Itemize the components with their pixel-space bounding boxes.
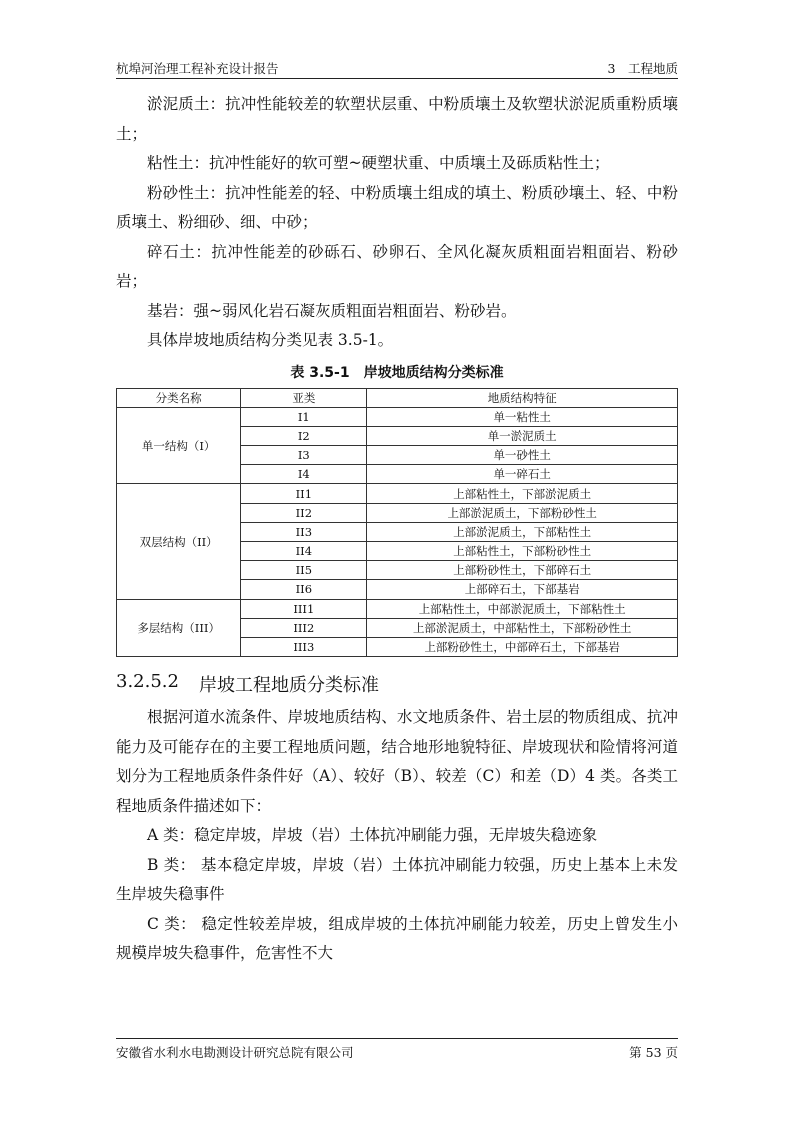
footer-rule xyxy=(116,1038,678,1039)
section-number: 3.2.5.2 xyxy=(116,671,179,693)
structure-classification-table xyxy=(116,388,678,658)
table-row xyxy=(117,407,678,426)
subclass-cell: II6 xyxy=(241,580,367,599)
subclass-cell: II1 xyxy=(241,484,367,503)
subclass-cell: III1 xyxy=(241,599,367,618)
subclass-cell: I2 xyxy=(241,426,367,445)
feature-cell: 单一粘性土 xyxy=(367,407,678,426)
subclass-cell: II3 xyxy=(241,522,367,541)
table-title: 表 3.5-1 岸坡地质结构分类标准 xyxy=(290,364,504,381)
feature-cell: 上部粘性土，下部粉砂性土 xyxy=(367,542,678,561)
feature-cell: 上部粘性土，中部淤泥质土，下部粘性土 xyxy=(367,599,678,618)
feature-cell: 上部粘性土，下部淤泥质土 xyxy=(367,484,678,503)
feature-cell: 单一砂性土 xyxy=(367,446,678,465)
subclass-cell: II2 xyxy=(241,503,367,522)
subclass-cell: III2 xyxy=(241,618,367,637)
subclass-cell: II4 xyxy=(241,542,367,561)
paragraph: A 类：稳定岸坡，岸坡（岩）土体抗冲刷能力强，无岸坡失稳迹象 xyxy=(147,826,598,845)
feature-cell: 单一碎石土 xyxy=(367,465,678,484)
paragraph: 粘性土：抗冲性能好的软可塑~硬塑状重、中质壤土及砾质粘性土； xyxy=(147,154,610,172)
page-body xyxy=(116,90,678,969)
table-header-row xyxy=(117,388,678,407)
header-report-title: 杭埠河治理工程补充设计报告 xyxy=(116,61,279,76)
feature-cell: 上部淤泥质土，下部粉砂性土 xyxy=(367,503,678,522)
header-rule xyxy=(116,78,678,79)
group-name-cell: 多层结构（III） xyxy=(117,599,241,657)
group-name-cell: 双层结构（II） xyxy=(117,484,241,599)
footer-company: 安徽省水利水电勘测设计研究总院有限公司 xyxy=(116,1045,354,1060)
paragraph: 根据河道水流条件、岸坡地质结构、水文地质条件、岩土层的物质组成、抗冲能力及可能存在的主要工程地质问题，结合地形地貌特征、岸坡现状和险情将河道划分为工程地质条件条件好（A）、较好（B）、较差（C）和差（D）4 类。各类工程地质条件描述如下： xyxy=(116,708,678,815)
feature-cell: 上部粉砂性土，下部碎石土 xyxy=(367,561,678,580)
section-heading xyxy=(116,671,678,697)
paragraph: 粉砂性土：抗冲性能差的轻、中粉质壤土组成的填土、粉质砂壤土、轻、中粉质壤土、粉细砂、细、中砂； xyxy=(116,183,678,231)
page-header xyxy=(116,55,678,77)
subclass-cell: I4 xyxy=(241,465,367,484)
subclass-cell: II5 xyxy=(241,561,367,580)
feature-cell: 单一淤泥质土 xyxy=(367,426,678,445)
bottom-paragraphs xyxy=(116,703,678,969)
column-header-subclass: 亚类 xyxy=(241,388,367,407)
subclass-cell: III3 xyxy=(241,637,367,656)
group-name-cell: 单一结构（I） xyxy=(117,407,241,484)
column-header-feature: 地质结构特征 xyxy=(367,388,678,407)
header-chapter: 3 工程地质 xyxy=(607,61,678,76)
feature-cell: 上部淤泥质土，中部粘性土，下部粉砂性土 xyxy=(367,618,678,637)
table-row xyxy=(117,484,678,503)
paragraph: 具体岸坡地质结构分类见表 3.5-1。 xyxy=(147,331,394,349)
table-row xyxy=(117,599,678,618)
paragraph: 碎石土：抗冲性能差的砂砾石、砂卵石、全风化凝灰质粗面岩粗面岩、粉砂岩； xyxy=(116,242,678,290)
feature-cell: 上部粉砂性土，中部碎石土，下部基岩 xyxy=(367,637,678,656)
top-paragraphs xyxy=(116,90,678,356)
paragraph: 淤泥质土：抗冲性能较差的软塑状层重、中粉质壤土及软塑状淤泥质重粉质壤土； xyxy=(116,95,678,143)
subclass-cell: I3 xyxy=(241,446,367,465)
page-footer xyxy=(116,1043,678,1061)
feature-cell: 上部淤泥质土，下部粘性土 xyxy=(367,522,678,541)
paragraph: 基岩：强~弱风化岩石凝灰质粗面岩粗面岩、粉砂岩。 xyxy=(147,301,517,320)
footer-page-number: 第 53 页 xyxy=(629,1045,678,1060)
section-title: 岸坡工程地质分类标准 xyxy=(199,675,379,697)
column-header-category: 分类名称 xyxy=(117,388,241,407)
paragraph: C 类： 稳定性较差岸坡，组成岸坡的土体抗冲刷能力较差，历史上曾发生小规模岸坡失稳事件，危害性不大 xyxy=(116,914,678,963)
subclass-cell: I1 xyxy=(241,407,367,426)
paragraph: B 类： 基本稳定岸坡，岸坡（岩）土体抗冲刷能力较强，历史上基本上未发生岸坡失稳事件 xyxy=(116,855,678,904)
feature-cell: 上部碎石土，下部基岩 xyxy=(367,580,678,599)
